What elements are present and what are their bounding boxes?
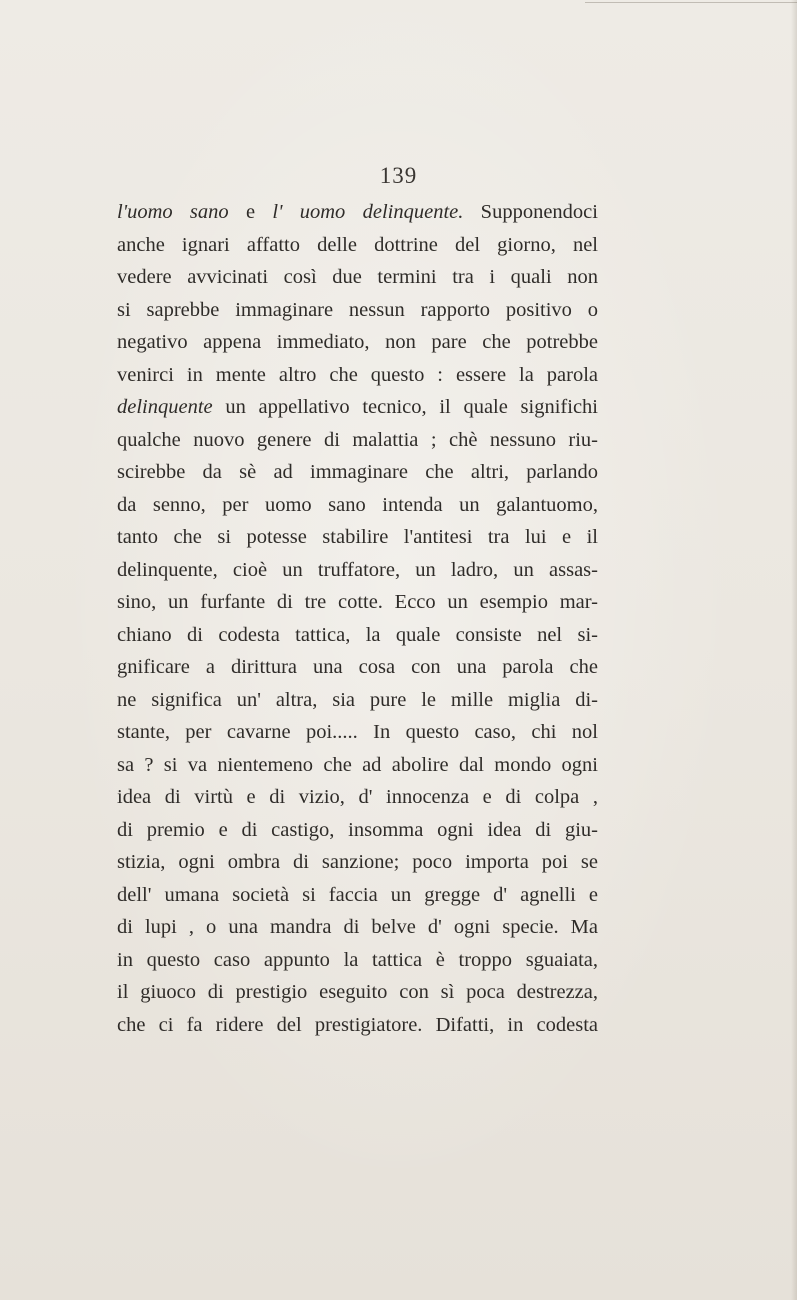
- text-line: [117, 489, 598, 522]
- text-run: gnificare a dirittura una cosa con una parola che: [117, 656, 598, 678]
- page-edge-shadow: [791, 0, 797, 1300]
- text-run: un appellativo tecnico, il quale significhi: [212, 396, 598, 418]
- text-line: [117, 716, 598, 749]
- text-run: in questo caso appunto la tattica è troppo sguaiata,: [117, 948, 598, 971]
- text-run: anche ignari affatto delle dottrine del giorno, nel: [117, 233, 598, 256]
- page-number: 139: [379, 163, 418, 188]
- text-line: [117, 879, 598, 912]
- text-run: si saprebbe immaginare nessun rapporto positivo o: [117, 298, 598, 321]
- text-line: [117, 976, 598, 1009]
- text-run: vedere avvicinati così due termini tra i quali non: [117, 266, 598, 288]
- text-line: [117, 684, 598, 717]
- text-run: stante, per cavarne poi..... In questo caso, chi nol: [117, 721, 598, 743]
- text-run: stizia, ogni ombra di sanzione; poco importa poi se: [117, 851, 598, 873]
- text-run: chiano di codesta tattica, la quale consiste nel si-: [117, 623, 598, 646]
- text-run: qualche nuovo genere di malattia ; chè nessuno riu-: [117, 428, 598, 451]
- text-line: [117, 391, 598, 424]
- text-line: [117, 326, 598, 359]
- text-line: [117, 554, 598, 587]
- text-run: che ci fa ridere del prestigiatore. Difatti, in codesta: [117, 1013, 598, 1036]
- text-run: venirci in mente altro che questo : essere la parola: [117, 363, 598, 386]
- page-edge-line: [585, 2, 797, 3]
- text-run: idea di virtù e di vizio, d' innocenza e di colpa ,: [117, 786, 598, 808]
- text-line: [117, 229, 598, 262]
- text-line: [117, 911, 598, 944]
- text-run: negativo appena immediato, non pare che potrebbe: [117, 331, 598, 353]
- italic-text: l' uomo delinquente.: [272, 201, 464, 223]
- text-run: sino, un furfante di tre cotte. Ecco un esempio mar-: [117, 591, 598, 613]
- text-run: dell' umana società si faccia un gregge d' agnelli e: [117, 883, 598, 906]
- text-run: e: [228, 201, 273, 223]
- text-run: da senno, per uomo sano intenda un galantuomo,: [117, 493, 598, 516]
- text-line: [117, 196, 598, 229]
- text-line: [117, 456, 598, 489]
- text-line: [117, 619, 598, 652]
- text-line: [117, 1009, 598, 1042]
- italic-text: l'uomo sano: [117, 201, 229, 223]
- text-line: [117, 294, 598, 327]
- text-line: [117, 586, 598, 619]
- text-line: [117, 781, 598, 814]
- text-run: Supponendoci: [463, 201, 598, 223]
- text-line: [117, 846, 598, 879]
- body-text: [117, 196, 598, 1041]
- text-line: [117, 651, 598, 684]
- text-line: [117, 359, 598, 392]
- italic-text: delinquente: [117, 396, 213, 418]
- text-line: [117, 749, 598, 782]
- text-line: [117, 521, 598, 554]
- text-run: ne significa un' altra, sia pure le mille miglia di-: [117, 688, 598, 711]
- text-run: di premio e di castigo, insomma ogni idea di giu-: [117, 818, 598, 841]
- text-run: il giuoco di prestigio eseguito con sì poca destrezza,: [117, 981, 598, 1003]
- text-run: tanto che si potesse stabilire l'antitesi tra lui e il: [117, 526, 598, 548]
- text-run: scirebbe da sè ad immaginare che altri, parlando: [117, 461, 598, 483]
- text-line: [117, 424, 598, 457]
- text-run: sa ? si va nientemeno che ad abolire dal mondo ogni: [117, 753, 598, 776]
- text-run: delinquente, cioè un truffatore, un ladro, un assas-: [117, 558, 598, 581]
- text-run: di lupi , o una mandra di belve d' ogni specie. Ma: [117, 916, 598, 938]
- text-line: [117, 944, 598, 977]
- text-line: [117, 261, 598, 294]
- text-line: [117, 814, 598, 847]
